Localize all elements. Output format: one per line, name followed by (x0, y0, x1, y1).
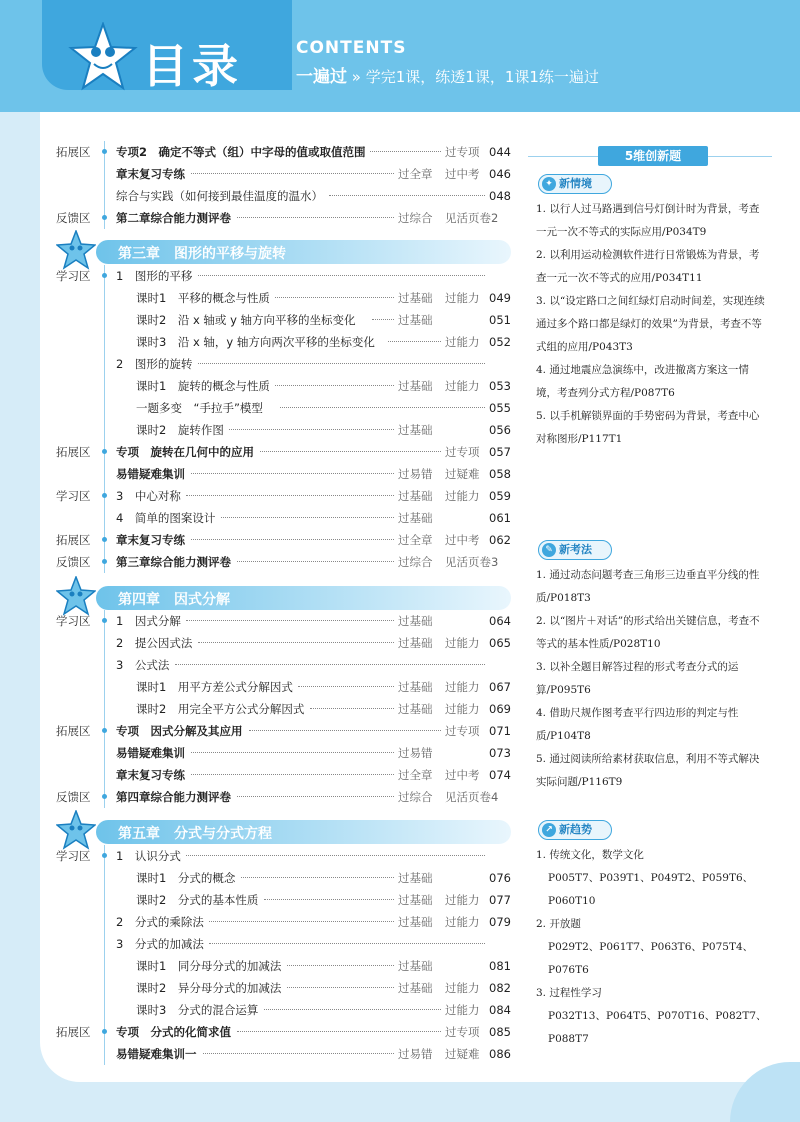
toc-entry-title: 课时3 沿 x 轴，y 轴方向两次平移的坐标变化 (136, 335, 375, 349)
leader-dots (260, 450, 441, 452)
toc-entry-title: 课时1 用平方差公式分解因式 (136, 680, 293, 694)
level-tag: 过疑难 (445, 467, 480, 481)
leader-dots (298, 685, 394, 687)
zone-label: 反馈区 (56, 790, 91, 804)
zone-dot (102, 149, 107, 154)
toc-entry-title: 课时1 旋转的概念与性质 (136, 379, 270, 393)
page-number: 065 (489, 636, 511, 650)
page-number: 058 (489, 467, 511, 481)
badge-icon: ✦ (542, 177, 556, 191)
page-number: 052 (489, 335, 511, 349)
leader-dots (191, 538, 394, 540)
level-tag: 过基础 (398, 423, 433, 437)
leader-dots (370, 150, 441, 152)
slogan-rest: 学完1课，练透1课，1课1练一遍过 (365, 68, 599, 86)
page-number: 082 (489, 981, 511, 995)
level-tag: 过全章 (398, 768, 433, 782)
toc-entry-title: 易错疑难集训 (116, 467, 185, 481)
page-number: 057 (489, 445, 511, 459)
level-tag: 过能力 (445, 636, 480, 650)
toc-row[interactable] (0, 610, 520, 632)
leader-dots (175, 663, 486, 665)
zone-dot (102, 537, 107, 542)
toc-entry-title: 2 图形的旋转 (116, 357, 193, 371)
leader-dots (209, 942, 485, 944)
leader-dots (186, 619, 394, 621)
level-tag: 过基础 (398, 893, 433, 907)
toc-row[interactable] (0, 720, 520, 742)
zone-label: 拓展区 (56, 724, 91, 738)
leader-dots (198, 362, 486, 364)
zone-label: 反馈区 (56, 555, 91, 569)
toc-row[interactable] (0, 331, 520, 353)
level-tag: 过综合 (398, 211, 433, 225)
sidebar-item: P005T7、P039T1、P049T2、P059T6、P060T10 (548, 872, 754, 907)
toc-entry-title: 课时2 沿 x 轴或 y 轴方向平移的坐标变化 (136, 313, 356, 327)
level-tag: 见活页卷3 (445, 555, 499, 569)
level-tag: 过能力 (445, 981, 480, 995)
leader-dots (275, 296, 394, 298)
level-tag: 过能力 (445, 702, 480, 716)
toc-entry-title: 2 分式的乘除法 (116, 915, 204, 929)
leader-dots (264, 1008, 442, 1010)
level-tag: 过基础 (398, 959, 433, 973)
leader-dots (198, 274, 486, 276)
toc-entry-title: 3 公式法 (116, 658, 170, 672)
toc-row[interactable] (0, 1043, 520, 1065)
leader-dots (237, 1030, 441, 1032)
level-tag: 过能力 (445, 291, 480, 305)
sidebar-item: 2. 以“图片＋对话”的形式给出关键信息，考查不等式的基本性质/P028T10 (536, 615, 760, 650)
page-number: 073 (489, 746, 511, 760)
leader-dots (198, 641, 395, 643)
leader-dots (237, 795, 394, 797)
leader-dots (372, 318, 395, 320)
leader-dots (237, 216, 394, 218)
page-number: 067 (489, 680, 511, 694)
zone-dot (102, 559, 107, 564)
leader-dots (186, 854, 485, 856)
toc-row[interactable] (0, 485, 520, 507)
toc-entry-title: 3 中心对称 (116, 489, 181, 503)
page-number: 084 (489, 1003, 511, 1017)
toc-entry-title: 1 图形的平移 (116, 269, 193, 283)
leader-dots (241, 876, 395, 878)
toc-entry-title: 章末复习专练 (116, 167, 185, 181)
chapter-header (56, 818, 511, 844)
zone-label: 学习区 (56, 269, 91, 283)
leader-dots (287, 964, 395, 966)
toc-row[interactable] (0, 933, 520, 955)
toc-row[interactable] (0, 764, 520, 786)
page-number: 044 (489, 145, 511, 159)
zone-label: 拓展区 (56, 1025, 91, 1039)
leader-dots (249, 729, 442, 731)
page-number: 074 (489, 768, 511, 782)
toc-row[interactable] (0, 654, 520, 676)
page-number: 059 (489, 489, 511, 503)
chapter-title: 第四章 因式分解 (118, 592, 230, 608)
leader-dots (264, 898, 395, 900)
level-tag: 过基础 (398, 291, 433, 305)
toc-row[interactable] (0, 163, 520, 185)
sidebar-item: P032T13、P064T5、P070T16、P082T7、P088T7 (548, 1010, 767, 1045)
section-badge (538, 540, 612, 560)
page-number: 071 (489, 724, 511, 738)
badge-icon: ↗ (542, 823, 556, 837)
toc-entry-title: 易错疑难集训一 (116, 1047, 197, 1061)
zone-dot (102, 215, 107, 220)
toc-entry-title: 课时1 同分母分式的加减法 (136, 959, 282, 973)
toc-row[interactable] (0, 676, 520, 698)
level-tag: 过基础 (398, 489, 433, 503)
leader-dots (191, 773, 394, 775)
leader-dots (388, 340, 441, 342)
zone-dot (102, 273, 107, 278)
toc-row[interactable] (0, 185, 520, 207)
zone-label: 学习区 (56, 614, 91, 628)
toc-row[interactable] (0, 507, 520, 529)
section-badge (538, 820, 612, 840)
zone-dot (102, 449, 107, 454)
toc-row[interactable] (0, 287, 520, 309)
toc-entry-title: 课时2 分式的基本性质 (136, 893, 259, 907)
sidebar-item: 5. 以手机解锁界面的手势密码为背景，考查中心对称图形/P117T1 (536, 410, 760, 445)
leader-dots (275, 384, 394, 386)
sidebar-item: 3. 以补全题目解答过程的形式考查分式的运算/P095T6 (536, 661, 739, 696)
toc-row[interactable] (0, 207, 520, 229)
level-tag: 过专项 (445, 145, 480, 159)
toc-row[interactable] (0, 867, 520, 889)
sidebar-item: P029T2、P061T7、P063T6、P075T4、P076T6 (548, 941, 754, 976)
toc-row[interactable] (0, 551, 520, 573)
toc-entry-title: 课时1 平移的概念与性质 (136, 291, 270, 305)
chapter-header (56, 584, 511, 610)
toc-row[interactable] (0, 999, 520, 1021)
toc-entry-title: 4 简单的图案设计 (116, 511, 216, 525)
slogan-arrow: » (351, 68, 361, 86)
sidebar-item: 4. 借助尺规作图考查平行四边形的判定与性质/P104T8 (536, 707, 739, 742)
toc-row[interactable] (0, 977, 520, 999)
level-tag: 过基础 (398, 511, 433, 525)
innovation-sidebar (528, 140, 772, 1070)
zone-dot (102, 493, 107, 498)
sidebar-item: 5. 通过阅读所给素材获取信息，利用不等式解决实际问题/P116T9 (536, 753, 760, 788)
page-number: 061 (489, 511, 511, 525)
level-tag: 过易错 (398, 1047, 433, 1061)
level-tag: 过中考 (445, 167, 480, 181)
slogan-big: 一遍过 (296, 67, 347, 87)
level-tag: 过基础 (398, 915, 433, 929)
level-tag: 过基础 (398, 680, 433, 694)
zone-dot (102, 853, 107, 858)
toc-row[interactable] (0, 889, 520, 911)
zone-dot (102, 728, 107, 733)
toc-entry-title: 3 分式的加减法 (116, 937, 204, 951)
level-tag: 过中考 (445, 768, 480, 782)
level-tag: 过基础 (398, 871, 433, 885)
toc-entry-title: 易错疑难集训 (116, 746, 185, 760)
level-tag: 过基础 (398, 981, 433, 995)
sidebar-head: 5维创新题 (598, 146, 708, 166)
level-tag: 过能力 (445, 489, 480, 503)
leader-dots (280, 406, 485, 408)
sidebar-item: 1. 以行人过马路遇到信号灯倒计时为背景，考查一元一次不等式的实际应用/P034T9 (536, 203, 760, 238)
leader-dots (329, 194, 485, 196)
page-number: 048 (489, 189, 511, 203)
toc-entry-title: 一题多变 “手拉手”模型 (136, 401, 263, 415)
toc-row[interactable] (0, 141, 520, 163)
page-number: 053 (489, 379, 511, 393)
leader-dots (237, 560, 394, 562)
leader-dots (203, 1052, 395, 1054)
badge-label: 新情境 (559, 177, 592, 190)
badge-icon: ✎ (542, 543, 556, 557)
toc-entry-title: 第四章综合能力测评卷 (116, 790, 231, 804)
chapter-title: 第五章 分式与分式方程 (118, 826, 272, 842)
level-tag: 过专项 (445, 445, 480, 459)
leader-dots (221, 516, 395, 518)
page-number: 055 (489, 401, 511, 415)
level-tag: 过能力 (445, 893, 480, 907)
level-tag: 过中考 (445, 533, 480, 547)
contents-label: CONTENTS (296, 38, 407, 58)
toc-entry-title: 2 提公因式法 (116, 636, 193, 650)
toc-entry-title: 专项2 确定不等式（组）中字母的值或取值范围 (116, 145, 366, 159)
chapter-title: 第三章 图形的平移与旋转 (118, 246, 286, 262)
page-number: 085 (489, 1025, 511, 1039)
toc-entry-title: 课时2 旋转作图 (136, 423, 224, 437)
leader-dots (191, 751, 394, 753)
toc-entry-title: 专项 分式的化简求值 (116, 1025, 231, 1039)
level-tag: 过综合 (398, 555, 433, 569)
level-tag: 过能力 (445, 335, 480, 349)
toc-row[interactable] (0, 845, 520, 867)
level-tag: 见活页卷4 (445, 790, 499, 804)
toc-row[interactable] (0, 265, 520, 287)
zone-dot (102, 618, 107, 623)
toc-entry-title: 专项 旋转在几何中的应用 (116, 445, 254, 459)
toc-entry-title: 课时2 用完全平方公式分解因式 (136, 702, 305, 716)
zone-label: 学习区 (56, 849, 91, 863)
sidebar-item: 3. 以“设定路口之间红绿灯启动时间差，实现连续通过多个路口都是绿灯的效果”为背景，考查不等式组的应用/P043T3 (536, 295, 765, 353)
section-badge (538, 174, 612, 194)
sidebar-item: 3. 过程性学习 (536, 987, 602, 999)
toc-entry-title: 课时1 分式的概念 (136, 871, 236, 885)
page-number: 086 (489, 1047, 511, 1061)
level-tag: 过能力 (445, 680, 480, 694)
level-tag: 过全章 (398, 167, 433, 181)
chapter-header (56, 238, 511, 264)
chapter-star-icon (56, 810, 96, 850)
toc-row[interactable] (0, 463, 520, 485)
toc-entry-title: 章末复习专练 (116, 533, 185, 547)
toc-row[interactable] (0, 742, 520, 764)
leader-dots (186, 494, 394, 496)
toc-entry-title: 章末复习专练 (116, 768, 185, 782)
zone-dot (102, 794, 107, 799)
level-tag: 见活页卷2 (445, 211, 499, 225)
toc-entry-title: 1 因式分解 (116, 614, 181, 628)
level-tag: 过基础 (398, 614, 433, 628)
toc-row[interactable] (0, 353, 520, 375)
sidebar-item: 4. 通过地震应急演练中，改进撤离方案这一情境，考查列分式方程/P087T6 (536, 364, 749, 399)
toc-entry-title: 专项 因式分解及其应用 (116, 724, 243, 738)
sidebar-item: 2. 以利用运动检测软件进行日常锻炼为背景，考查一元一次不等式的应用/P034T11 (536, 249, 760, 284)
zone-label: 拓展区 (56, 445, 91, 459)
sidebar-item: 1. 传统文化，数学文化 (536, 849, 644, 861)
zone-label: 学习区 (56, 489, 91, 503)
leader-dots (287, 986, 395, 988)
page-number: 062 (489, 533, 511, 547)
page-number: 064 (489, 614, 511, 628)
toc-row[interactable] (0, 419, 520, 441)
level-tag: 过易错 (398, 746, 433, 760)
toc-row[interactable] (0, 441, 520, 463)
zone-dot (102, 1029, 107, 1034)
zone-label: 拓展区 (56, 145, 91, 159)
sidebar-item: 1. 通过动态问题考查三角形三边垂直平分线的性质/P018T3 (536, 569, 760, 604)
toc-entry-title: 综合与实践（如何接到最佳温度的温水） (116, 189, 323, 203)
level-tag: 过能力 (445, 915, 480, 929)
badge-label: 新趋势 (559, 823, 592, 836)
level-tag: 过综合 (398, 790, 433, 804)
chapter-star-icon (56, 230, 96, 270)
toc-row[interactable] (0, 529, 520, 551)
leader-dots (310, 707, 395, 709)
level-tag: 过基础 (398, 636, 433, 650)
toc-row[interactable] (0, 397, 520, 419)
level-tag: 过专项 (445, 1025, 480, 1039)
level-tag: 过能力 (445, 379, 480, 393)
page-number: 077 (489, 893, 511, 907)
mascot-star-icon (68, 22, 138, 92)
leader-dots (209, 920, 394, 922)
toc-row[interactable] (0, 911, 520, 933)
level-tag: 过全章 (398, 533, 433, 547)
sidebar-item: 2. 开放题 (536, 918, 581, 930)
level-tag: 过专项 (445, 724, 480, 738)
zone-label: 反馈区 (56, 211, 91, 225)
page-number: 081 (489, 959, 511, 973)
level-tag: 过易错 (398, 467, 433, 481)
toc-entry-title: 课时3 分式的混合运算 (136, 1003, 259, 1017)
badge-label: 新考法 (559, 543, 592, 556)
toc-row[interactable] (0, 632, 520, 654)
toc-row[interactable] (0, 698, 520, 720)
toc-entry-title: 1 认识分式 (116, 849, 181, 863)
level-tag: 过基础 (398, 379, 433, 393)
page-number: 056 (489, 423, 511, 437)
level-tag: 过基础 (398, 313, 433, 327)
page-number: 069 (489, 702, 511, 716)
toc-row[interactable] (0, 786, 520, 808)
zone-label: 拓展区 (56, 533, 91, 547)
page-number: 051 (489, 313, 511, 327)
level-tag: 过基础 (398, 702, 433, 716)
toc-entry-title: 第三章综合能力测评卷 (116, 555, 231, 569)
toc-row[interactable] (0, 955, 520, 977)
page-number: 076 (489, 871, 511, 885)
toc-row[interactable] (0, 309, 520, 331)
leader-dots (229, 428, 394, 430)
leader-dots (191, 472, 394, 474)
toc-row[interactable] (0, 375, 520, 397)
page-number: 046 (489, 167, 511, 181)
level-tag: 过能力 (445, 1003, 480, 1017)
toc-row[interactable] (0, 1021, 520, 1043)
leader-dots (191, 172, 394, 174)
page-number: 079 (489, 915, 511, 929)
page-number: 049 (489, 291, 511, 305)
page-title: 目录 (142, 39, 242, 93)
toc-entry-title: 第二章综合能力测评卷 (116, 211, 231, 225)
toc-entry-title: 课时2 异分母分式的加减法 (136, 981, 282, 995)
slogan (296, 62, 599, 87)
level-tag: 过疑难 (445, 1047, 480, 1061)
